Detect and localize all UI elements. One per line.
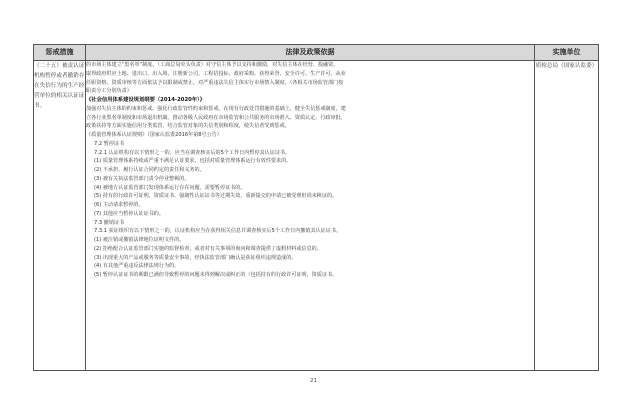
basis-line: 职责分工分别负责） xyxy=(86,88,132,95)
basis-line: 7.2.1 认证机构有以下情形之一的，应当在调查核实后的5个工作日内暂停其认证证书。 xyxy=(94,149,291,156)
basis-line: 加强对失信主体的约束和惩戒。强化行政监管性约束和惩戒。在现有行政处罚措施的基础上，健全失信惩戒制度，建 xyxy=(86,105,346,112)
basis-line: 立各行业黑名单制度和市场退出机制。推动各级人民政府在市场监管和公共服务的市场准入、资质认定、行政审批、 xyxy=(86,114,346,121)
header-unit: 实施单位 xyxy=(535,45,599,61)
basis-text-block xyxy=(86,61,534,369)
basis-line: (5) 暂停认证证书的期限已满但导致暂停的问题未得到解决或纠正的（包括持有的行政许可证明、资质证书、 xyxy=(94,272,338,278)
table-row xyxy=(34,61,599,371)
basis-line: (1) 被注销或撤销法律地位证明文件的。 xyxy=(94,237,185,243)
basis-line: (4) 有其他严重违反法律法规行为的。 xyxy=(94,263,180,270)
policy-table xyxy=(33,44,599,371)
measure-cell: （二十五）被责认证机构暂停或者撤销存在失信行为的生产经营单位的相关认证证书。 xyxy=(34,61,86,371)
basis-line: 7.3 撤销证书 xyxy=(94,219,125,226)
basis-line: (4) 被地方认证监管部门发现体系运行存在问题，需要暂停证书的。 xyxy=(94,184,246,191)
basis-line: 7.2 暂停证书 xyxy=(94,140,125,147)
basis-line: 政策扶持等方面实施信用分类监管，结合监管对象的失信类别和程度，使失信者受到惩戒。 xyxy=(86,123,290,130)
basis-line: 的市场主体建立“黑名单”制度。（工商总局牵头负责）对守信主体予以支持和激励，对失信主体在经营、投融资、 xyxy=(86,62,339,68)
basis-line: (3) 被有关执法监管部门责令停业整顿的。 xyxy=(94,175,190,182)
page-number: 21 xyxy=(310,378,317,384)
basis-line: (6) 主动请求暂停的。 xyxy=(94,202,144,208)
basis-line: (3) 出现重大的产品或服务等质量安全事故，经执法监管部门确认是获证组织违规造成的。 xyxy=(94,254,297,261)
basis-cell xyxy=(86,61,535,371)
basis-line: 任职资格、资质审核等方面依法予以限制或禁止，对严重违法失信主体实行市场禁入制度。（各相关市场监管部门按 xyxy=(86,79,344,86)
basis-line: 《社会信用体系建设规划纲要（2014-2020年）》 xyxy=(86,97,206,103)
basis-line: 《质量管理体系认证规则》（国家认监委2016年第8号公告） xyxy=(86,132,222,138)
header-measure: 惩戒措施 xyxy=(34,45,86,61)
basis-line: (2) 不承担、履行认证合同约定的责任和义务的。 xyxy=(94,167,205,173)
basis-line: (5) 持有的行政许可证明、资质证书、强制性认证证书等过期失效，重新提交的申请已被受理但尚未换证的。 xyxy=(94,193,338,200)
basis-line: (2) 拒绝配合认证监管部门实施的监督检查，或者对有关事项的询问和调查提供了虚假材料或信息的。 xyxy=(94,245,322,252)
basis-line: 7.3.1 获证组织有以下情形之一的，认证机构应当在获得相关信息并调查核实后5个工作日内撤销其认证证书。 xyxy=(94,228,342,235)
basis-line: (7) 其他应当暂停认证证书的。 xyxy=(94,210,164,217)
basis-line: 取得政府供应土地、进出口、出入境、注册新公司、工程招投标、政府采购、获得荣誉、安全许可、生产许可、从业 xyxy=(86,70,346,77)
basis-line: (1) 质量管理体系持续或严重不满足认证要求，包括对质量管理体系运行有效性要求的。 xyxy=(94,158,292,165)
unit-cell: 质检总局（国家认监委） xyxy=(535,61,599,371)
table-header-row xyxy=(34,45,599,61)
header-basis: 法律及政策依据 xyxy=(86,45,535,61)
